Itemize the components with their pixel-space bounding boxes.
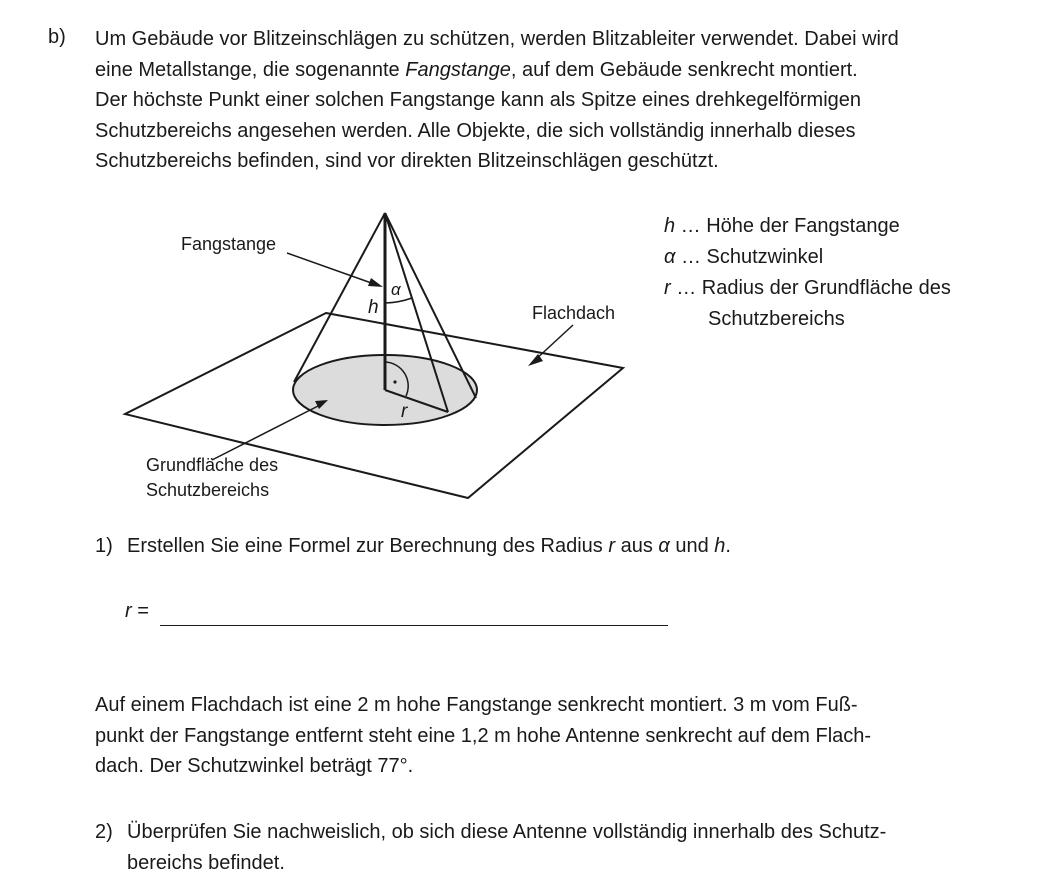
label-grundflaeche-line-2: Schutzbereichs [146, 480, 270, 500]
symbol-alpha: α [391, 280, 401, 299]
right-angle-dot [393, 380, 396, 383]
intro-line-5: Schutzbereichs befinden, sind vor direkten Blitzeinschlägen geschützt. [95, 150, 719, 172]
part-label: b) [48, 26, 66, 48]
symbol-r: r [401, 401, 408, 422]
legend-row-h [664, 211, 1024, 242]
question-2-number: 2) [95, 821, 113, 843]
question-1 [95, 535, 731, 558]
question-2-text-1: Überprüfen Sie nachweislich, ob sich diese Antenne vollständig innerhalb des Schutz- [127, 821, 887, 843]
question-1-text-c: und [669, 535, 715, 557]
base-pointer-line [212, 404, 322, 460]
legend [664, 211, 1024, 335]
legend-text-r: … Radius der Grundfläche des [670, 277, 951, 299]
legend-symbol-r: r [664, 277, 671, 299]
legend-row-alpha [664, 242, 1024, 273]
label-flachdach: Flachdach [532, 303, 616, 323]
question-2 [95, 817, 995, 879]
roof-pointer-arrowhead [528, 354, 543, 366]
legend-text-h: … Höhe der Fangstange [675, 215, 900, 237]
paragraph-2-line-2: punkt der Fangstange entfernt steht eine 1,2 m hohe Antenne senkrecht auf dem Flach- [95, 724, 872, 747]
legend-symbol-alpha: α [664, 246, 676, 268]
intro-line-3: Der höchste Punkt einer solchen Fangstange kann als Spitze eines drehkegelförmigen [95, 89, 862, 111]
intro-term-fangstange: Fangstange [405, 58, 511, 81]
legend-symbol-h: h [664, 215, 676, 237]
intro-line-1: Um Gebäude vor Blitzeinschlägen zu schützen, werden Blitzableiter verwendet. Dabei wird [95, 28, 899, 50]
intro-line-4: Schutzbereichs angesehen werden. Alle Objekte, die sich vollständig innerhalb dieses [95, 119, 856, 142]
question-1-text-d: . [725, 535, 731, 557]
question-2-line-2: bereichs befindet. [127, 852, 285, 874]
question-1-number: 1) [95, 535, 113, 557]
answer-label [125, 600, 149, 623]
question-1-text-b: aus [615, 535, 659, 557]
question-2-line-1 [95, 817, 995, 848]
paragraph-2-line-1: Auf einem Flachdach ist eine 2 m hohe Fangstange senkrecht montiert. 3 m vom Fuß- [95, 694, 858, 716]
paragraph-2 [95, 690, 995, 782]
answer-line[interactable] [160, 625, 668, 626]
symbol-h: h [368, 297, 379, 318]
rod-pointer-line [287, 253, 377, 285]
question-1-sym-h: h [714, 535, 726, 557]
question-1-sym-r: r [608, 535, 616, 557]
paragraph-2-line-3: dach. Der Schutzwinkel beträgt 77°. [95, 755, 414, 777]
question-1-sym-alpha: α [658, 535, 670, 557]
answer-symbol-r: r [125, 600, 132, 622]
label-grundflaeche-line-1: Grundfläche des [146, 455, 279, 475]
answer-equals: = [131, 600, 149, 622]
legend-row-r [664, 273, 1024, 304]
intro-line-2-b: , auf dem Gebäude senkrecht montiert. [510, 58, 858, 81]
rod-pointer-arrowhead [368, 278, 383, 287]
intro-line-2-a: eine Metallstange, die sogenannte [95, 58, 406, 81]
legend-text-r-cont: Schutzbereichs [708, 308, 845, 330]
label-fangstange: Fangstange [181, 234, 277, 254]
question-1-text-a: Erstellen Sie eine Formel zur Berechnung des Radius [127, 535, 609, 557]
legend-text-alpha: … Schutzwinkel [675, 246, 824, 268]
